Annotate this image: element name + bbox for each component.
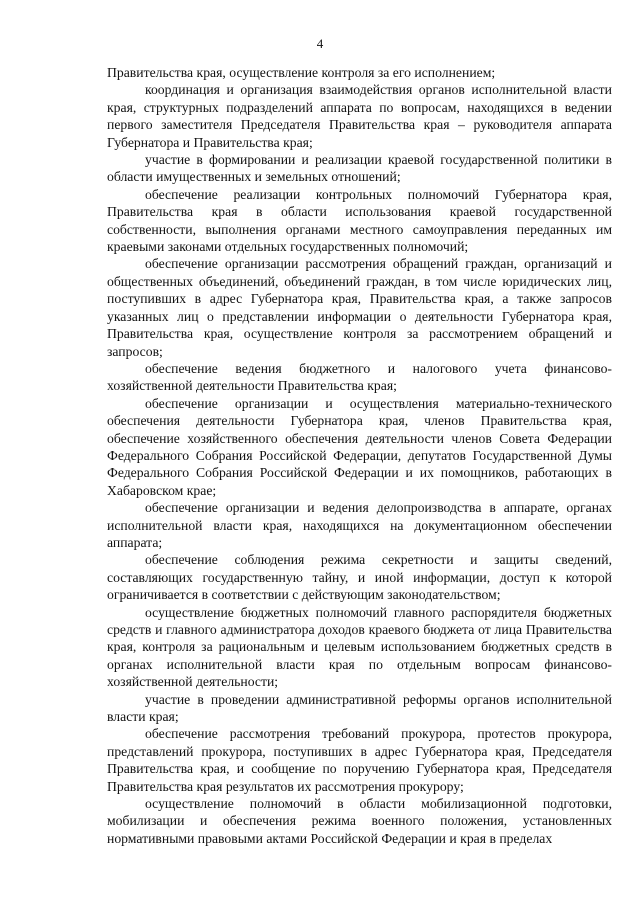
paragraph-mobilization: осуществление полномочий в области мобилизационной подготовки, мобилизации и обеспечения режима военного положения, установленных нормативными правовыми актами Российской Федерации и края в пределах — [107, 796, 612, 846]
document-body — [107, 64, 612, 847]
paragraph-continuation: Правительства края, осуществление контроля за его исполнением; — [107, 65, 496, 80]
paragraph-material-support: обеспечение организации и осуществления материально-технического обеспечения деятельности Губернатора края, членов Правительства края, обеспечение хозяйственного обеспечения деятельности членов Совета Федерации Федерального Собрания Российской Федерации, депутатов Государственной Думы Федерального Собрания Российской Федерации и их помощников, работающих в Хабаровском крае; — [107, 395, 612, 498]
paragraph-prosecutor: обеспечение рассмотрения требований прокурора, протестов прокурора, представлений прокурора, поступивших в адрес Губернатора края, Председателя Правительства края, и сообщение по поручению Губернатора края, Председателя Правительства края результатов их рассмотрения прокурору; — [107, 726, 612, 794]
paragraph-property-policy: участие в формировании и реализации краевой государственной политики в области имущественных и земельных отношений; — [107, 152, 612, 185]
paragraph-budget-powers: осуществление бюджетных полномочий главного распорядителя бюджетных средств и главного администратора доходов краевого бюджета от лица Правительства края, контроля за рациональным и целевым использованием бюджетных средств в органах исполнительной власти края по отдельным вопросам финансово-хозяйственной деятельности; — [107, 604, 612, 690]
paragraph-admin-reform: участие в проведении административной реформы органов исполнительной власти края; — [107, 691, 612, 725]
paragraph-coordination: координация и организация взаимодействия органов исполнительной власти края, структурных подразделений аппарата по вопросам, находящихся в ведении первого заместителя Председателя Правительства края – руководителя аппарата Губернатора и Правительства края; — [107, 82, 612, 150]
paragraph-accounting: обеспечение ведения бюджетного и налогового учета финансово-хозяйственной деятельности Правительства края; — [107, 360, 612, 394]
paragraph-secrecy: обеспечение соблюдения режима секретности и защиты сведений, составляющих государственную тайну, и иной информации, доступ к которой ограничивается в соответствии с действующим законодательством; — [107, 552, 612, 603]
paragraph-records-management: обеспечение организации и ведения делопроизводства в аппарате, органах исполнительной власти края, находящихся на документационном обеспечении аппарата; — [107, 500, 612, 550]
paragraph-citizen-appeals: обеспечение организации рассмотрения обращений граждан, организаций и общественных объединений, объединений граждан, в том числе юридических лиц, поступивших в адрес Губернатора края, Правительства края, а также запросов указанных лиц о представлении информации о деятельности Губернатора края, Правительства края, осуществление контроля за рассмотрением обращений и запросов; — [107, 256, 612, 359]
page-number: 4 — [316, 36, 324, 51]
paragraph-control-powers: обеспечение реализации контрольных полномочий Губернатора края, Правительства края в области использования краевой государственной собственности, выполнения органами местного самоуправления переданных им краевыми законами отдельных государственных полномочий; — [107, 186, 612, 255]
